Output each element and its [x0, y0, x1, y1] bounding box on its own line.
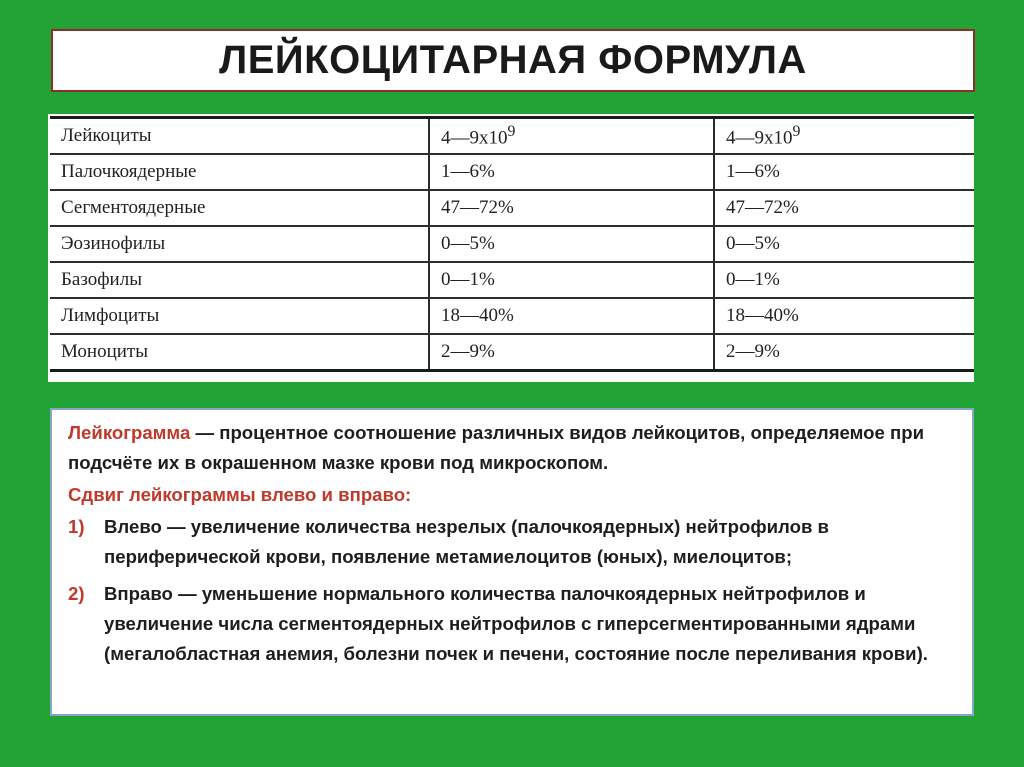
formula-table	[50, 116, 974, 372]
cell-name: Эозинофилы	[50, 226, 429, 262]
table-row	[50, 154, 974, 190]
table-row	[50, 190, 974, 226]
shift-heading: Сдвиг лейкограммы влево и вправо:	[68, 484, 412, 505]
table-row	[50, 118, 974, 155]
cell-range-b: 2—9%	[714, 334, 974, 371]
page-title: ЛЕЙКОЦИТАРНАЯ ФОРМУЛА	[219, 38, 807, 82]
list-item-text: Вправо — уменьшение нормального количества палочкоядерных нейтрофилов и увеличение числа сегментоядерных нейтрофилов с гиперсегментированными ядрами (мегалобластная анемия, болезни почек и печени, состояние после переливания крови).	[104, 583, 928, 664]
cell-name: Базофилы	[50, 262, 429, 298]
cell-range-b-exponent: 9	[792, 122, 801, 140]
cell-name: Сегментоядерные	[50, 190, 429, 226]
cell-name: Лимфоциты	[50, 298, 429, 334]
cell-range-a-exponent: 9	[507, 122, 516, 140]
cell-range-b: 18—40%	[714, 298, 974, 334]
leukogram-info-box	[50, 408, 974, 716]
list-item-text: Влево — увеличение количества незрелых (палочкоядерных) нейтрофилов в периферической крови, появление метамиелоцитов (юных), миелоцитов;	[104, 516, 829, 567]
cell-range-a	[429, 118, 714, 155]
cell-range-a: 47—72%	[429, 190, 714, 226]
cell-range-a: 18—40%	[429, 298, 714, 334]
list-item-number: 2)	[68, 583, 85, 604]
cell-range-a-text: 4—9х10	[441, 127, 508, 149]
list-item	[68, 512, 960, 572]
cell-range-b: 0—5%	[714, 226, 974, 262]
table-row	[50, 262, 974, 298]
cell-range-a: 1—6%	[429, 154, 714, 190]
table-row	[50, 298, 974, 334]
cell-range-a: 2—9%	[429, 334, 714, 371]
leukogram-definition	[68, 418, 960, 478]
cell-range-b: 0—1%	[714, 262, 974, 298]
cell-range-b	[714, 118, 974, 155]
cell-name: Лейкоциты	[50, 118, 429, 155]
cell-name: Палочкоядерные	[50, 154, 429, 190]
table-row	[50, 334, 974, 371]
leukogram-term: Лейкограмма	[68, 422, 191, 443]
cell-range-b: 1—6%	[714, 154, 974, 190]
list-item-number: 1)	[68, 516, 85, 537]
cell-range-a: 0—1%	[429, 262, 714, 298]
title-box	[51, 29, 975, 92]
cell-range-b-text: 4—9х10	[726, 127, 793, 149]
leukogram-definition-text: — процентное соотношение различных видов лейкоцитов, определяемое при подсчёте их в окрашенном мазке крови под микроскопом.	[68, 422, 925, 473]
cell-range-a: 0—5%	[429, 226, 714, 262]
table-row	[50, 226, 974, 262]
cell-range-b: 47—72%	[714, 190, 974, 226]
leukocyte-formula-table	[48, 114, 974, 382]
list-item	[68, 579, 960, 669]
cell-name: Моноциты	[50, 334, 429, 371]
